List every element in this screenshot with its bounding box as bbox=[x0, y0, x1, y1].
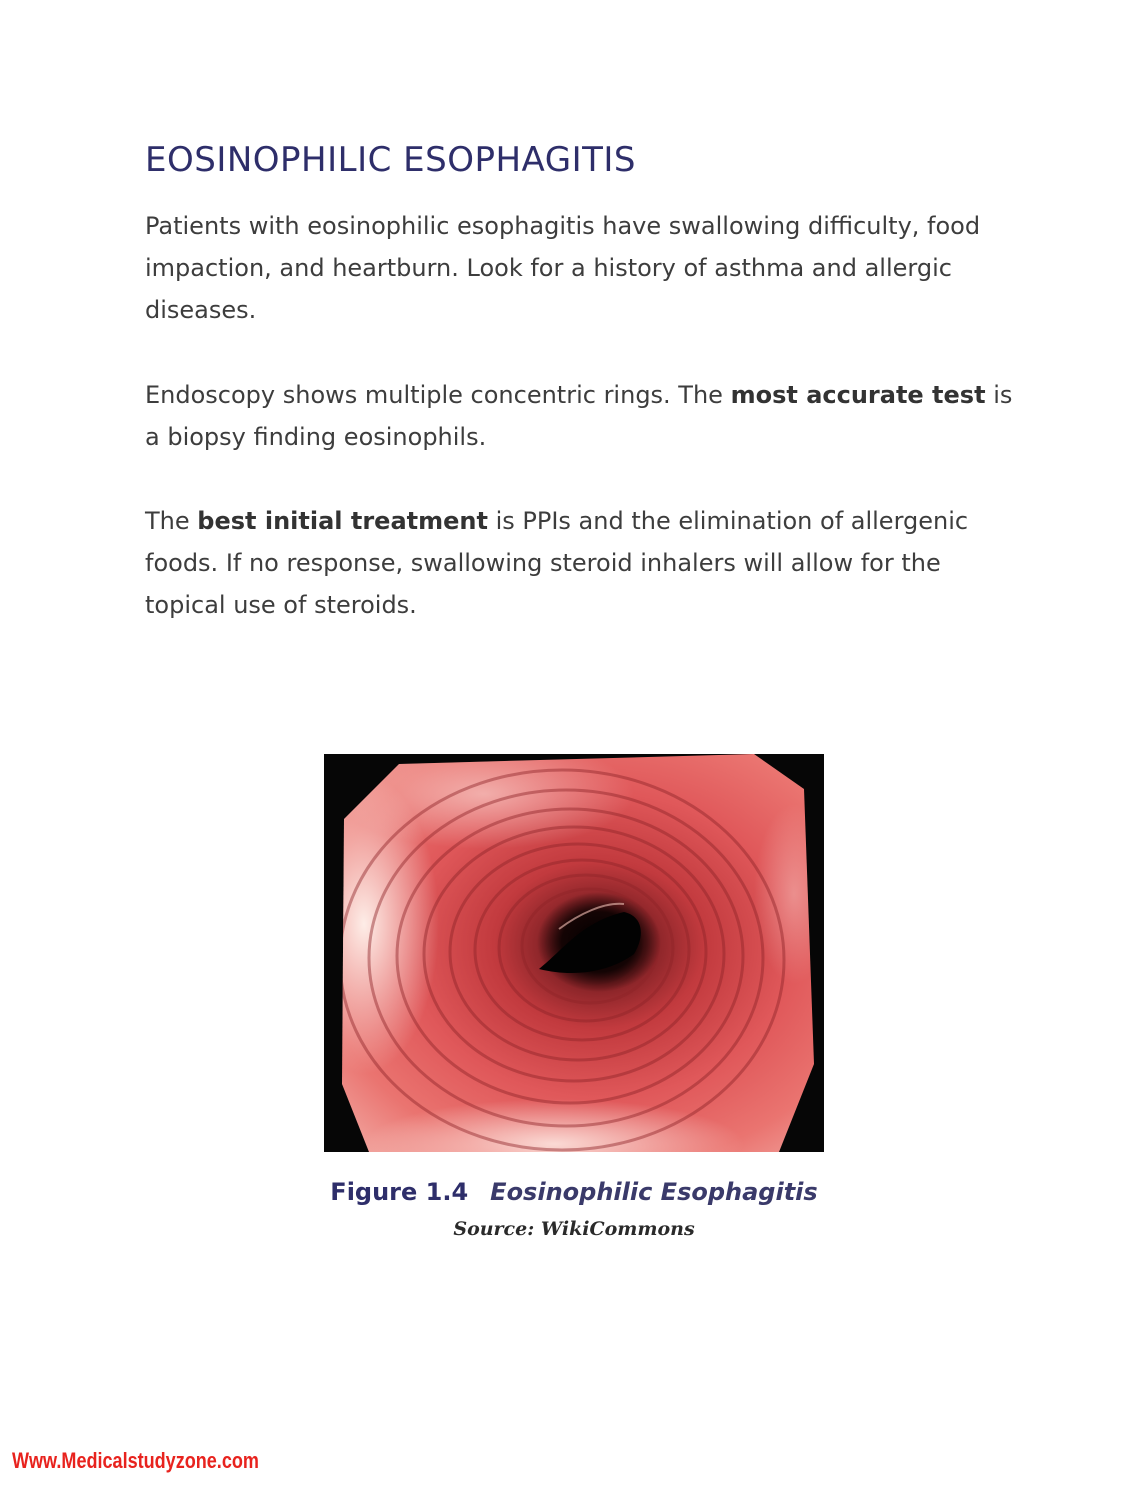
figure-number: Figure 1.4 bbox=[330, 1178, 469, 1206]
paragraph-text: The bbox=[145, 507, 198, 535]
page-title: EOSINOPHILIC ESOPHAGITIS bbox=[145, 140, 636, 180]
website-watermark: Www.Medicalstudyzone.com bbox=[12, 1448, 259, 1473]
figure-source: Source: WikiCommons bbox=[453, 1218, 695, 1240]
bold-term-most-accurate-test: most accurate test bbox=[730, 381, 986, 409]
endoscopy-illustration bbox=[324, 754, 824, 1152]
paragraph-diagnosis bbox=[145, 374, 1025, 458]
bold-term-best-initial-treatment: best initial treatment bbox=[197, 507, 488, 535]
figure-title: Eosinophilic Esophagitis bbox=[490, 1178, 818, 1206]
paragraph-treatment bbox=[145, 500, 1025, 626]
paragraph-text: Endoscopy shows multiple concentric rings. The bbox=[145, 381, 731, 409]
paragraph-text: is a biopsy finding eosinophils. bbox=[145, 381, 1013, 451]
figure-caption bbox=[0, 1178, 1148, 1206]
paragraph-text: is PPIs and the elimination of allergenic foods. If no response, swallowing steroid inhalers will allow for the topical use of steroids. bbox=[145, 507, 969, 619]
paragraph-symptoms: Patients with eosinophilic esophagitis have swallowing difficulty, food impaction, and heartburn. Look for a history of asthma and allergic diseases. bbox=[145, 212, 981, 324]
endoscopy-image bbox=[324, 754, 824, 1152]
